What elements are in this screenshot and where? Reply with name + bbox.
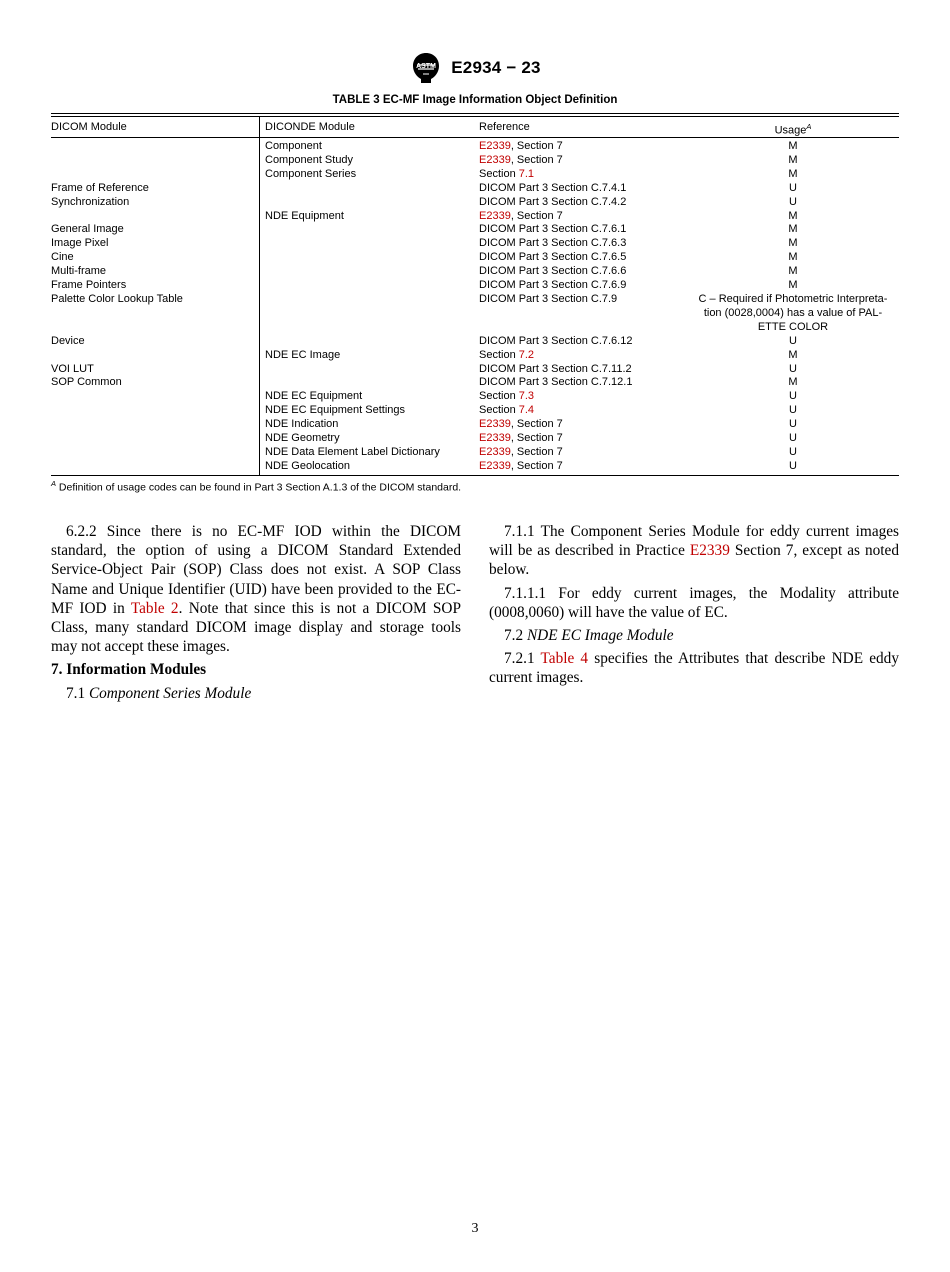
cell-reference: E2339, Section 7 [479, 459, 563, 472]
reference-link[interactable]: 7.3 [518, 390, 535, 403]
cell-usage: M [788, 376, 798, 389]
table-row [51, 210, 899, 224]
cell-diconde-module: NDE Data Element Label Dictionary [265, 445, 440, 458]
cell-usage: M [788, 279, 798, 292]
table-row [51, 140, 899, 154]
table-row [51, 265, 899, 279]
cell-usage: U [789, 459, 797, 472]
cell-diconde-module [259, 363, 473, 377]
cell-dicom-module: Cine [51, 251, 74, 264]
cell-diconde-module [259, 251, 473, 265]
cell-reference: Section 7.2 [479, 348, 535, 361]
col-header-diconde: DICONDE Module [265, 121, 355, 133]
cell-diconde-module [259, 293, 473, 335]
cell-reference: E2339, Section 7 [479, 209, 563, 222]
cell-dicom-module [51, 460, 259, 474]
cell-reference: E2339, Section 7 [479, 153, 563, 166]
reference-link[interactable]: E2339 [479, 209, 511, 222]
cell-diconde-module [259, 376, 473, 390]
document-id: E2934 − 23 [451, 58, 541, 77]
cell-usage: M [788, 348, 798, 361]
cell-reference: DICOM Part 3 Section C.7.4.2 [479, 195, 627, 208]
cell-diconde-module: Component Study [265, 153, 354, 166]
table-row [51, 446, 899, 460]
cell-dicom-module: Synchronization [51, 195, 130, 208]
cell-dicom-module: Frame Pointers [51, 279, 127, 292]
cell-usage: M [788, 209, 798, 222]
cell-reference: DICOM Part 3 Section C.7.6.6 [479, 265, 627, 278]
table-row [51, 196, 899, 210]
table-row [51, 404, 899, 418]
paragraph-7-1-1: 7.1.1 The Component Series Module for eddy current images will be as described in Practice E2339 Section 7, except as noted below. [489, 523, 899, 579]
table-header-row [51, 117, 899, 138]
table-row [51, 418, 899, 432]
cell-dicom-module: Palette Color Lookup Table [51, 292, 183, 305]
table-row [51, 182, 899, 196]
cell-usage: U [789, 181, 797, 194]
cell-usage: U [789, 432, 797, 445]
section-7-1: 7.1 Component Series Module [66, 684, 252, 702]
cell-reference: DICOM Part 3 Section C.7.11.2 [479, 362, 632, 375]
left-column [51, 522, 461, 703]
reference-link[interactable]: 7.2 [518, 348, 535, 361]
reference-link[interactable]: E2339 [479, 140, 511, 152]
column-divider [259, 116, 260, 476]
cell-usage: M [788, 251, 798, 264]
e2339-link[interactable]: E2339 [689, 542, 730, 560]
cell-dicom-module [51, 404, 259, 418]
cell-dicom-module: SOP Common [51, 376, 122, 389]
cell-dicom-module [51, 140, 259, 154]
heading-information-modules: 7. Information Modules [51, 661, 207, 679]
cell-reference: DICOM Part 3 Section C.7.4.1 [479, 181, 627, 194]
table-row [51, 154, 899, 168]
table-row [51, 390, 899, 404]
table-4-link[interactable]: Table 4 [540, 650, 589, 668]
table-row [51, 251, 899, 265]
cell-diconde-module [259, 265, 473, 279]
cell-reference: DICOM Part 3 Section C.7.6.1 [479, 223, 627, 236]
table-row [51, 376, 899, 390]
cell-diconde-module: NDE Geometry [265, 432, 340, 445]
cell-diconde-module: NDE EC Image [265, 348, 341, 361]
cell-dicom-module: Device [51, 334, 85, 347]
cell-usage: M [788, 237, 798, 250]
table-2-link[interactable]: Table 2 [130, 599, 179, 617]
cell-reference: DICOM Part 3 Section C.7.6.9 [479, 279, 627, 292]
paragraph-7-2-1: 7.2.1 Table 4 specifies the Attributes that describe NDE eddy current images. [489, 650, 899, 687]
table-row [51, 279, 899, 293]
cell-diconde-module [259, 237, 473, 251]
cell-reference: DICOM Part 3 Section C.7.6.12 [479, 334, 633, 347]
cell-reference: Section 7.3 [479, 390, 535, 403]
page-header [0, 52, 950, 84]
paragraph-6-2-2: 6.2.2 Since there is no EC-MF IOD within the DICOM standard, the option of using a DICOM Standard Extended Service-Object Pair (SOP) Class does not exist. A SOP Class Name and Unique Identifier (UID) have been provided to the EC-MF IOD in Table 2. Note that since this is not a DICOM SOP Class, many standard DICOM image display and storage tools may not accept these images. [51, 523, 461, 656]
cell-usage: M [788, 153, 798, 166]
col-header-reference: Reference [479, 121, 530, 133]
table-row [51, 223, 899, 237]
cell-reference: DICOM Part 3 Section C.7.12.1 [479, 376, 633, 389]
cell-reference: DICOM Part 3 Section C.7.9 [479, 292, 618, 305]
reference-link[interactable]: E2339 [479, 153, 511, 166]
cell-reference: E2339, Section 7 [479, 418, 563, 431]
cell-usage: U [789, 390, 797, 403]
table-row [51, 363, 899, 377]
iod-table [51, 113, 899, 476]
reference-link[interactable]: 7.1 [518, 167, 535, 180]
cell-diconde-module [259, 223, 473, 237]
cell-diconde-module: Component Series [265, 167, 357, 180]
table-row [51, 349, 899, 363]
table-row [51, 432, 899, 446]
cell-dicom-module [51, 432, 259, 446]
cell-reference: E2339, Section 7 [479, 432, 563, 445]
table-row [51, 335, 899, 349]
reference-link[interactable]: 7.4 [518, 404, 535, 417]
cell-usage: U [789, 418, 797, 431]
cell-reference: E2339, Section 7 [479, 140, 563, 152]
table-footnote: $^A$ Definition of usage codes can be found in Part 3 Section A.1.3 of the DICOM standard. [51, 479, 462, 494]
cell-reference: Section 7.1 [479, 167, 535, 180]
cell-dicom-module: General Image [51, 223, 124, 236]
cell-usage: C – Required if Photometric Interpreta- tion (0028,0004) has a value of PAL- ETTE COLOR [698, 292, 888, 333]
cell-reference: DICOM Part 3 Section C.7.6.3 [479, 237, 627, 250]
table-row [51, 460, 899, 474]
table-row [51, 293, 899, 335]
cell-dicom-module: Image Pixel [51, 237, 109, 250]
cell-reference: Section 7.4 [479, 404, 535, 417]
cell-diconde-module: Component [265, 140, 322, 152]
cell-diconde-module [259, 279, 473, 293]
cell-diconde-module: NDE Geolocation [265, 459, 350, 472]
table-row [51, 168, 899, 182]
cell-reference: E2339, Section 7 [479, 445, 563, 458]
cell-dicom-module [51, 349, 259, 363]
cell-usage: U [789, 195, 797, 208]
cell-dicom-module [51, 168, 259, 182]
cell-usage: U [789, 334, 797, 347]
cell-diconde-module [259, 335, 473, 349]
cell-usage: M [788, 223, 798, 236]
cell-usage: U [789, 362, 797, 375]
cell-diconde-module: NDE Indication [265, 418, 339, 431]
paragraph-7-1-1-1: 7.1.1.1 For eddy current images, the Modality attribute (0008,0060) will have the value of EC. [489, 584, 899, 621]
table-body [51, 138, 899, 476]
cell-diconde-module: NDE EC Equipment Settings [265, 404, 406, 417]
col-header-dicom: DICOM Module [51, 121, 127, 133]
table-title: TABLE 3 EC-MF Image Information Object Definition [332, 94, 618, 106]
cell-dicom-module [51, 418, 259, 432]
cell-diconde-module: NDE Equipment [265, 209, 344, 222]
page-number: 3 [471, 1221, 479, 1236]
reference-link[interactable]: E2339 [479, 459, 511, 472]
cell-diconde-module: NDE EC Equipment [265, 390, 363, 403]
section-7-2: 7.2 NDE EC Image Module [504, 627, 674, 645]
cell-dicom-module: VOI LUT [51, 362, 94, 375]
cell-dicom-module [51, 154, 259, 168]
cell-usage: M [788, 140, 798, 152]
cell-diconde-module [259, 196, 473, 210]
cell-dicom-module: Frame of Reference [51, 181, 149, 194]
cell-usage: M [788, 265, 798, 278]
cell-usage: U [789, 445, 797, 458]
table-row [51, 237, 899, 251]
svg-text:ASTM: ASTM [416, 63, 437, 71]
reference-link[interactable]: E2339 [479, 418, 511, 431]
cell-diconde-module [259, 182, 473, 196]
reference-link[interactable]: E2339 [479, 445, 511, 458]
right-column [489, 522, 899, 692]
cell-dicom-module [51, 390, 259, 404]
cell-usage: M [788, 167, 798, 180]
cell-dicom-module [51, 210, 259, 224]
cell-dicom-module: Multi-frame [51, 265, 107, 278]
cell-usage: U [789, 404, 797, 417]
cell-dicom-module [51, 446, 259, 460]
col-header-usage: Usage$^A$ [774, 122, 812, 137]
cell-reference: DICOM Part 3 Section C.7.6.5 [479, 251, 627, 264]
reference-link[interactable]: E2339 [479, 432, 511, 445]
astm-logo-icon [409, 52, 443, 84]
